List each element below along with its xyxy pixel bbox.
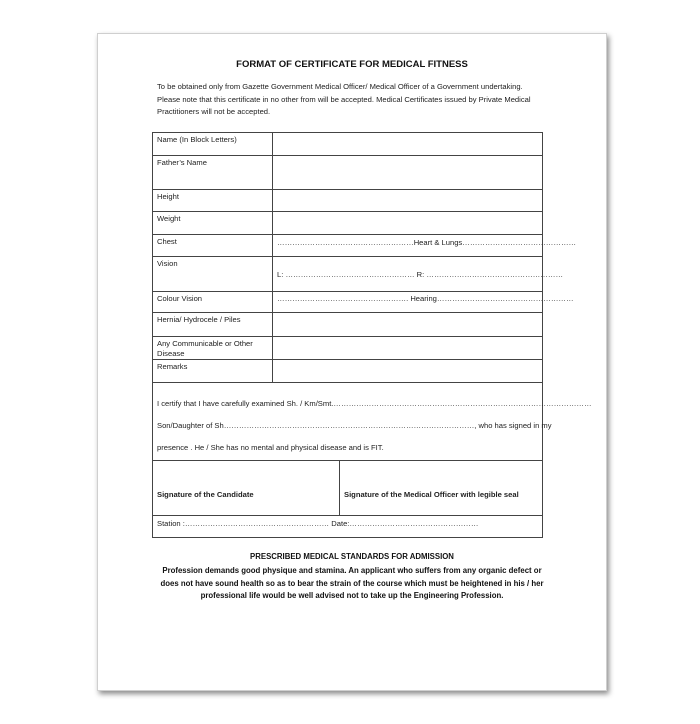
remarks-field[interactable] (273, 360, 543, 383)
officer-signature-box[interactable] (340, 461, 543, 516)
standards-title: PRESCRIBED MEDICAL STANDARDS FOR ADMISSION (250, 552, 454, 561)
intro-paragraph: To be obtained only from Gazette Government Medical Officer/ Medical Officer of a Government undertaking. Please note that this certificate in no other from will be accepted. Medical Certificates issued by Private Medical Practitioners will not be accepted. (157, 82, 531, 116)
certify-line-2: Son/Daughter of Sh………………………………………………………………………………………, who has signed in my (157, 421, 552, 430)
row-certify (153, 383, 543, 461)
row-hernia (153, 313, 543, 337)
candidate-signature-label: Signature of the Candidate (157, 489, 254, 499)
row-vision (153, 257, 543, 292)
row-communicable (153, 337, 543, 360)
colour-vision-value: ……………………………………………. Hearing……………………………………………… (277, 294, 574, 303)
vision-label: Vision (153, 257, 273, 292)
colour-vision-label: Colour Vision (153, 292, 273, 313)
communicable-disease-field[interactable] (273, 337, 543, 360)
row-chest (153, 235, 543, 257)
row-remarks (153, 360, 543, 383)
candidate-signature-box[interactable] (153, 461, 340, 516)
vision-value: L: …………………………………………… R: ……………………………………………… (277, 270, 564, 279)
station-date-text: Station :………………………………………………… Date:…………………………………………… (157, 519, 479, 528)
name-label: Name (In Block Letters) (153, 133, 273, 156)
certification-statement (153, 383, 592, 461)
row-name (153, 133, 543, 156)
weight-field[interactable] (273, 212, 543, 235)
certificate-form-table (152, 132, 592, 538)
certify-line-1: I certify that I have carefully examined Sh. / Km/Smt.………………………………………………………………………………………… (157, 399, 592, 408)
communicable-disease-label: Any Communicable or Other Disease (153, 337, 273, 360)
document-page (97, 33, 607, 691)
standards-body: Profession demands good physique and stamina. An applicant who suffers from any organic defect or does not have sound health so as to bear the strain of the course which must be heightened in his / her professional life would be well advised not to take up the Engineering Profession. (160, 566, 544, 600)
row-signatures (153, 461, 543, 516)
weight-label: Weight (153, 212, 273, 235)
colour-vision-field[interactable] (273, 292, 574, 313)
hernia-label: Hernia/ Hydrocele / Piles (153, 313, 273, 337)
remarks-label: Remarks (153, 360, 273, 383)
height-field[interactable] (273, 190, 543, 212)
vision-field[interactable] (273, 257, 564, 292)
row-colour-vision (153, 292, 543, 313)
officer-signature-label: Signature of the Medical Officer with legible seal (344, 489, 519, 499)
certify-line-3: presence . He / She has no mental and physical disease and is FIT. (157, 443, 384, 452)
document-title: FORMAT OF CERTIFICATE FOR MEDICAL FITNESS (236, 59, 468, 70)
row-station-date (153, 516, 543, 538)
chest-label: Chest (153, 235, 273, 257)
name-field[interactable] (273, 133, 543, 156)
chest-value: ………………………………………………Heart & Lungs……………………………………… (277, 238, 577, 247)
row-father (153, 156, 543, 190)
station-date-field[interactable] (153, 516, 543, 538)
father-name-field[interactable] (273, 156, 543, 190)
father-name-label: Father’s Name (153, 156, 273, 190)
height-label: Height (153, 190, 273, 212)
row-height (153, 190, 543, 212)
chest-field[interactable] (273, 235, 577, 257)
row-weight (153, 212, 543, 235)
hernia-field[interactable] (273, 313, 543, 337)
